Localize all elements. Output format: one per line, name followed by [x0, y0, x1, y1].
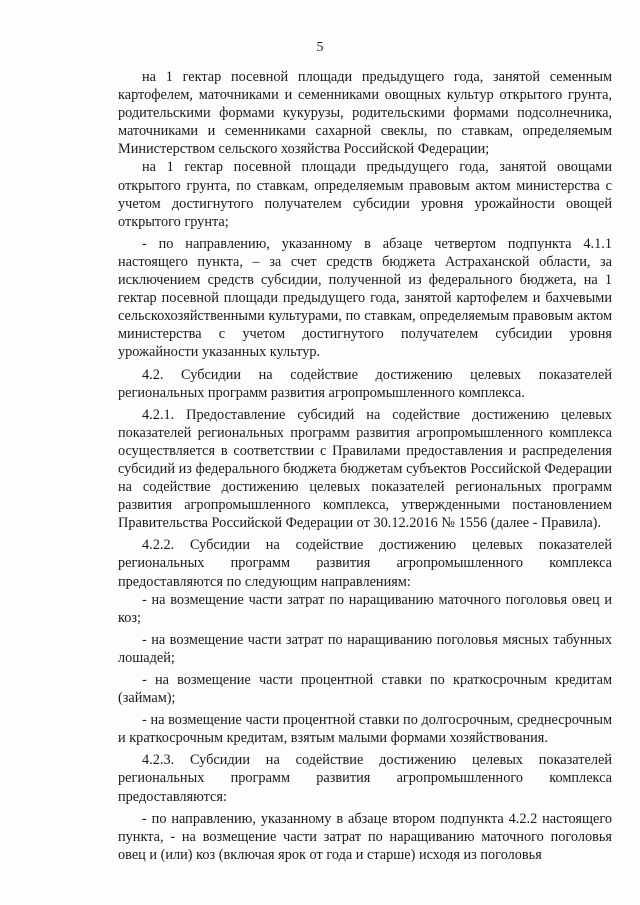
paragraph: 4.2.1. Предоставление субсидий на содействие достижению целевых показателей региональных программ развития агропромышленного комплекса осуществляется в соответствии с Правилами предоставления и распределения субсидий из федерального бюджета бюджетам субъектов Российской Федерации на содействие достижению целевых показателей региональных программ развития агропромышленного комплекса, утвержденными постановлением Правительства Российской Федерации от 30.12.2016 № 1556 (далее - Правила). [118, 406, 612, 532]
paragraph: 4.2.3. Субсидии на содействие достижению целевых показателей региональных программ развития агропромышленного комплекса предоставляются: [118, 752, 612, 805]
page-number: 5 [316, 40, 324, 55]
body-text [118, 68, 612, 864]
paragraph: - по направлению, указанному в абзаце четвертом подпункта 4.1.1 настоящего пункта, – за счет средств бюджета Астраханской области, за исключением средств субсидии, полученной из федерального бюджета, на 1 гектар посевной площади предыдущего года, занятой картофелем и бахчевыми сельскохозяйственными культурами, по ставкам, определяемым правовым актом министерства с учетом достигнутого получателем субсидии уровня урожайности указанных культур. [118, 235, 612, 361]
paragraph: на 1 гектар посевной площади предыдущего года, занятой семенным картофелем, маточниками и семенниками овощных культур открытого грунта, родительскими формами кукурузы, родительскими формами подсолнечника, маточниками и семенниками сахарной свеклы, по ставкам, определяемым Министерством сельского хозяйства Российской Федерации; [118, 69, 612, 158]
list-item: - на возмещение части затрат по наращиванию поголовья мясных табунных лошадей; [118, 631, 612, 666]
list-item: - на возмещение части процентной ставки по краткосрочным кредитам (займам); [118, 672, 612, 707]
paragraph: 4.2. Субсидии на содействие достижению целевых показателей региональных программ развития агропромышленного комплекса. [118, 366, 612, 401]
list-item: - на возмещение части затрат по наращиванию маточного поголовья овец и коз; [118, 591, 612, 626]
list-item: - по направлению, указанному в абзаце втором подпункта 4.2.2 настоящего пункта, - на возмещение части затрат по наращиванию маточного поголовья овец и (или) коз (включая ярок от года и старше) исходя из поголовья [118, 810, 612, 863]
paragraph: 4.2.2. Субсидии на содействие достижению целевых показателей региональных программ развития агропромышленного комплекса предоставляются по следующим направлениям: [118, 537, 612, 590]
paragraph: на 1 гектар посевной площади предыдущего года, занятой овощами открытого грунта, по ставкам, определяемым правовым актом министерства с учетом достигнутого получателем субсидии уровня урожайности овощей открытого грунта; [118, 159, 612, 230]
list-item: - на возмещение части процентной ставки по долгосрочным, среднесрочным и краткосрочным кредитам, взятым малыми формами хозяйствования. [118, 712, 612, 747]
